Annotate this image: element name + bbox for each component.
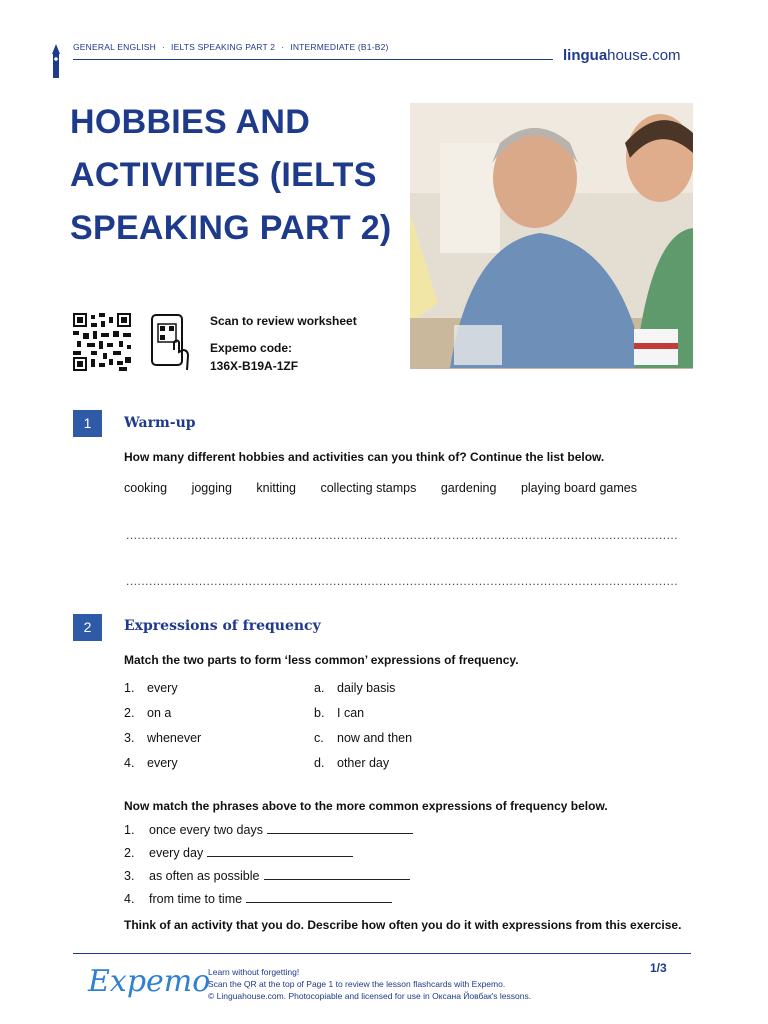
footer-divider xyxy=(73,953,691,954)
scan-info: Scan to review worksheet Expemo code: 136X-B19A-1ZF xyxy=(210,314,357,373)
list-item: 4. from time to time xyxy=(124,892,392,906)
section-title: Expressions of frequency xyxy=(124,618,321,634)
section-title: Warm-up xyxy=(124,415,196,431)
footer-text: Learn without forgetting! Scan the QR at the top of Page 1 to review the lesson flashcards with Expemo. © Linguahouse.com. Photocopiable and licensed for use in Оксана Йовбак's lessons. xyxy=(208,967,532,1001)
answer-blank[interactable] xyxy=(267,824,413,834)
list-item: 2. every day xyxy=(124,846,353,860)
hobby-photo xyxy=(410,103,693,369)
list-item: 3. whenever xyxy=(124,731,202,745)
list-item: c. now and then xyxy=(314,731,413,745)
page-number: 1/3 xyxy=(650,961,667,975)
breadcrumb: GENERAL ENGLISH · IELTS SPEAKING PART 2 · INTERMEDIATE (B1-B2) xyxy=(73,42,389,52)
answer-line[interactable]: ................................................................................................................................................ xyxy=(126,528,679,542)
list-item: knitting xyxy=(256,481,296,495)
answer-blank[interactable] xyxy=(246,893,392,903)
list-item: 1. once every two days xyxy=(124,823,413,837)
expemo-code: 136X-B19A-1ZF xyxy=(210,359,299,373)
section-number: 1 xyxy=(73,410,102,437)
list-item: jogging xyxy=(191,481,232,495)
phone-scan-icon xyxy=(150,314,192,372)
answer-line[interactable]: ................................................................................................................................................ xyxy=(126,574,679,588)
instruction: Think of an activity that you do. Describe how often you do it with expressions from this exercise. xyxy=(124,918,682,932)
expemo-logo[interactable]: Expemo xyxy=(88,964,211,999)
list-item: 4. every xyxy=(124,756,178,770)
answer-blank[interactable] xyxy=(264,870,410,880)
breadcrumb-item: GENERAL ENGLISH xyxy=(73,42,156,52)
header-divider xyxy=(73,59,553,60)
list-item: b. I can xyxy=(314,706,365,720)
qr-code-icon[interactable] xyxy=(73,313,131,371)
page-title: HOBBIES AND ACTIVITIES (IELTS SPEAKING PART 2) xyxy=(70,103,392,247)
section-number: 2 xyxy=(73,614,102,641)
instruction: Now match the phrases above to the more common expressions of frequency below. xyxy=(124,799,608,813)
list-item: playing board games xyxy=(520,481,637,495)
linguahouse-logo[interactable]: linguahouse.com xyxy=(563,47,681,64)
breadcrumb-item: IELTS SPEAKING PART 2 xyxy=(171,42,276,52)
answer-blank[interactable] xyxy=(207,847,353,857)
list-item: 3. as often as possible xyxy=(124,869,410,883)
list-item: 2. on a xyxy=(124,706,172,720)
list-item: gardening xyxy=(440,481,497,495)
instruction: How many different hobbies and activities can you think of? Continue the list below. xyxy=(124,450,605,464)
instruction: Match the two parts to form ‘less common’ expressions of frequency. xyxy=(124,653,519,667)
list-item: cooking xyxy=(124,481,168,495)
list-item: collecting stamps xyxy=(320,481,417,495)
list-item: a. daily basis xyxy=(314,681,396,695)
breadcrumb-item: INTERMEDIATE (B1-B2) xyxy=(290,42,389,52)
big-ben-icon xyxy=(50,44,62,78)
list-item: d. other day xyxy=(314,756,390,770)
hobby-word-list xyxy=(124,481,658,495)
list-item: 1. every xyxy=(124,681,178,695)
